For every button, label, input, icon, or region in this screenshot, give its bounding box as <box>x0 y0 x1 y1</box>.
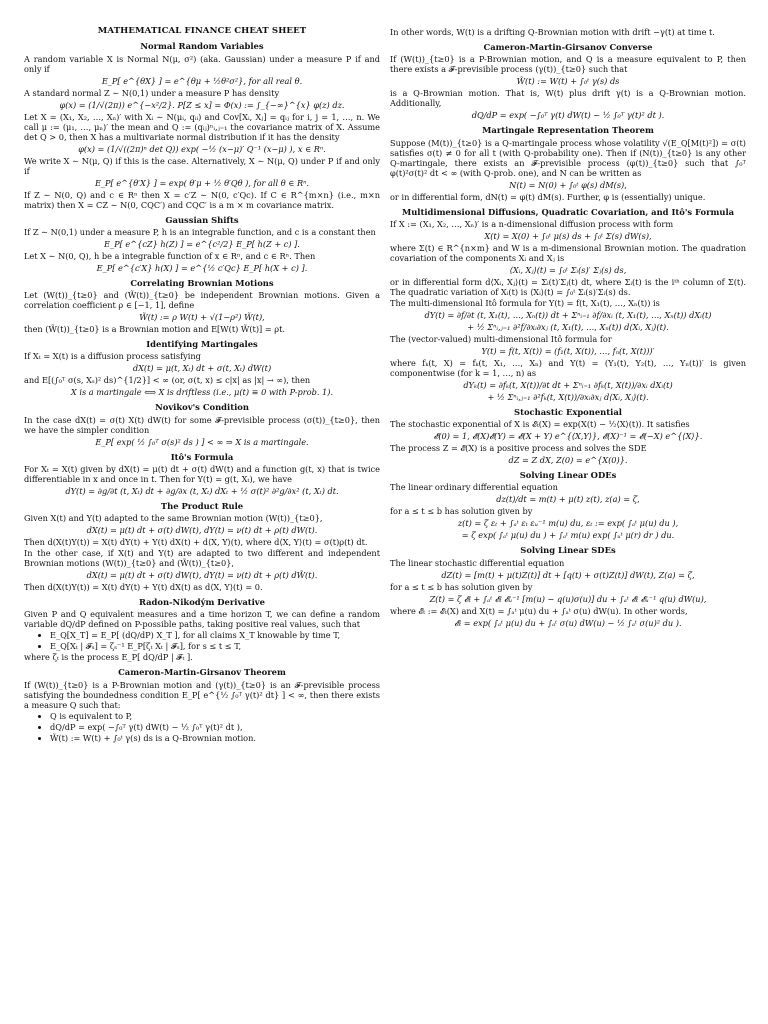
paragraph: Given P and Q equivalent measures and a time horizon T, we can define a random variable dQ/dP defined on P-possible paths, taking positive real values, such that <box>24 609 380 630</box>
section-heading: Solving Linear SDEs <box>520 545 616 556</box>
section-heading: Identifying Martingales <box>146 339 258 350</box>
paragraph: If (W(t))_{t≥0} is a P-Brownian motion and (γ(t))_{t≥0} is an 𝓕-previsible process satisfying the boundedness condition E_P[ e^{½ ∫₀ᵀ γ(t)² dt} ] < ∞, then there exists a measure Q such that: <box>24 679 380 710</box>
paragraph: where 𝓔ₜ := 𝓔ₜ(X) and X(t) = ∫ₐᵗ μ(u) du + ∫ₐᵗ σ(u) dW(u). In other words, <box>390 605 688 616</box>
paragraph: or in differential form, dN(t) = φ(t) dM(s). Further, φ is (essentially) unique. <box>390 191 706 202</box>
equation: E_P[ e^{θX} ] = e^{θμ + ½θ²σ²}, for all real θ. <box>101 75 303 86</box>
paragraph: or in differential form d⟨Xᵢ, Xⱼ⟩(t) = Σᵢ(t)′Σⱼ(t) dt, where Σᵢ(t) is the iᵗʰ column of Σ(t). The quadratic variation of Xᵢ(t) is ⟨Xᵢ⟩(t) = ∫₀ᵗ Σᵢ(s)′Σᵢ(s) ds. <box>390 276 746 297</box>
section-heading: Radon-Nikodým Derivative <box>138 597 266 608</box>
section-heading: Novikov's Condition <box>155 402 249 413</box>
bullet-list <box>24 711 380 743</box>
paragraph: In the case dX(t) = σ(t) X(t) dW(t) for some 𝓕-previsible process (σ(t))_{t≥0}, then we have the simpler condition <box>24 414 380 435</box>
equation: E_P[ e^{θ′X} ] = exp( θ′μ + ½ θ′Qθ ), for all θ ∈ Rⁿ. <box>94 177 310 188</box>
equation: N(t) = N(0) + ∫₀ᵗ φ(s) dM(s), <box>509 179 627 190</box>
bullet-list <box>24 630 380 651</box>
equation: 𝓔(0) = 1, 𝓔(X)𝓔(Y) = 𝓔(X + Y) e^{⟨X,Y⟩}, 𝓔(X)⁻¹ = 𝓔(−X) e^{⟨X⟩}. <box>433 431 703 441</box>
equation: X(t) = X(0) + ∫₀ᵗ μ(s) ds + ∫₀ᵗ Σ(s) dW(s), <box>484 230 652 241</box>
paragraph: Suppose (M(t))_{t≥0} is a Q-martingale process whose volatility √(E_Q[M(t)²]) = σ(t) satisfies σ(t) ≠ 0 for all t (with Q-probability one). Then if (N(t))_{t≥0} is any other Q-martingale, there exists an 𝓕-previsible process (φ(t))_{t≥0} such that ∫₀ᵀ φ(t)²σ(t)² dt < ∞ (with Q-prob. one), and N can be written as <box>390 137 746 178</box>
paragraph: Then d(X(t)Y(t)) = X(t) dY(t) + Y(t) dX(t) + d⟨X, Y⟩(t), where d⟨X, Y⟩(t) = σ(t)ρ(t) dt. <box>24 537 368 548</box>
equation: Z(t) = ζ 𝓔ₜ + ∫ₐᵗ 𝓔ₜ 𝓔ᵤ⁻¹ [m(u) − q(u)σ(u)] du + ∫ₐᵗ 𝓔ₜ 𝓔ᵤ⁻¹ q(u) dW(u), <box>429 593 707 604</box>
equation: + ½ Σⁿᵢ,ⱼ₌₁ ∂²f/∂xᵢ∂xⱼ (t, X₁(t), …, Xₙ(t)) d⟨Xᵢ, Xⱼ⟩(t). <box>467 321 669 332</box>
paragraph: Then d(X(t)Y(t)) = X(t) dY(t) + Y(t) dX(t) as d⟨X, Y⟩(t) = 0. <box>24 582 263 593</box>
paragraph: The stochastic exponential of X is 𝓔ₜ(X) = exp(X(t) − ½⟨X⟩(t)). It satisfies <box>390 419 690 429</box>
list-item: • E_Q[Xₜ | 𝓕ₛ] = ζₛ⁻¹ E_P[ζₜ Xₜ | 𝓕ₛ], for s ≤ t ≤ T, <box>50 641 380 651</box>
equation: dQ/dP = exp( −∫₀ᵀ γ(t) dW(t) − ½ ∫₀ᵀ γ(t)² dt ). <box>471 110 665 121</box>
paragraph: In the other case, if X(t) and Y(t) are adapted to two different and independent Brownian motions (W(t))_{t≥0} and (W̃(t))_{t≥0}, <box>24 548 380 569</box>
paragraph: The linear ordinary differential equation <box>390 482 558 493</box>
equation: dZ = Z dX, Z(0) = e^{X(0)}. <box>508 455 628 465</box>
equation: dY(t) = ∂f/∂t (t, X₁(t), …, Xₙ(t)) dt + Σⁿᵢ₌₁ ∂f/∂xᵢ (t, X₁(t), …, Xₙ(t)) dXᵢ(t) <box>424 309 712 320</box>
paragraph: The linear stochastic differential equation <box>390 557 565 568</box>
section-heading: Itô's Formula <box>170 451 234 462</box>
document-title: MATHEMATICAL FINANCE CHEAT SHEET <box>97 26 307 36</box>
section-heading: The Product Rule <box>160 500 244 511</box>
equation: E_P[ exp( ½ ∫₀ᵀ σ(s)² ds ) ] < ∞ ⇒ X is a martingale. <box>95 436 309 447</box>
paragraph: The (vector-valued) multi-dimensional Itô formula for <box>390 333 612 344</box>
section-heading: Cameron-Martin-Girsanov Theorem <box>118 667 286 678</box>
paragraph: The process Z = 𝓔(X) is a positive process and solves the SDE <box>390 443 647 453</box>
equation: dX(t) = μ(t) dt + σ(t) dW(t), dY(t) = ν(t) dt + ρ(t) dW̃(t). <box>86 570 318 581</box>
equation: E_P[ e^{cZ} h(Z) ] = e^{c²/2} E_P[ h(Z + c) ]. <box>104 238 300 249</box>
equation: + ½ Σⁿᵢ,ⱼ₌₁ ∂²fₖ(t, X(t))/∂xᵢ∂xⱼ d⟨Xᵢ, Xⱼ⟩(t). <box>487 391 649 402</box>
paragraph: If X := (X₁, X₂, …, Xₙ)′ is a n-dimensional diffusion process with form <box>390 218 674 229</box>
equation: φ(x) = (1/√((2π)ⁿ det Q)) exp( −½ (x−μ)′ Q⁻¹ (x−μ) ), x ∈ Rⁿ. <box>78 143 326 154</box>
list-item: • W̃(t) := W(t) + ∫₀ᵗ γ(s) ds is a Q-Brownian motion. <box>50 733 380 743</box>
paragraph: is a Q-Brownian motion. That is, W(t) plus drift γ(t) is a Q-Brownian motion. Additionally, <box>390 88 746 109</box>
paragraph: then (W̃(t))_{t≥0} is a Brownian motion and E[W(t) W̃(t)] = ρt. <box>24 324 285 335</box>
equation: dX(t) = μ(t) dt + σ(t) dW(t), dY(t) = ν(t) dt + ρ(t) dW(t). <box>86 525 318 536</box>
left-column <box>24 26 380 744</box>
paragraph: In other words, W(t) is a drifting Q-Brownian motion with drift −γ(t) at time t. <box>390 27 715 37</box>
paragraph: Given X(t) and Y(t) adapted to the same Brownian motion (W(t))_{t≥0}, <box>24 513 323 524</box>
paragraph: A random variable X is Normal N(μ, σ²) (aka. Gaussian) under a measure P if and only if <box>24 53 380 74</box>
equation: E_P[ e^{c′X} h(X) ] = e^{½ c′Qc} E_P[ h(X + c) ]. <box>96 262 308 273</box>
section-heading: Multidimensional Diffusions, Quadratic Covariation, and Itô's Formula <box>401 206 735 217</box>
right-column-content <box>390 27 746 628</box>
paragraph: Let X = (X₁, X₂, …, Xₙ)′ with Xᵢ ∼ N(μᵢ, qᵢᵢ) and Cov[Xᵢ, Xⱼ] = qᵢⱼ for i, j = 1, …, n. We call μ := (μ₁, …, μₙ)′ the mean and Q := (qᵢⱼ)ⁿᵢ,ⱼ₌₁ the covariance matrix of X. Assume det Q > 0, then X has a multivariate normal distribution if it has the density <box>24 111 380 142</box>
paragraph: where Σ(t) ∈ R^{n×m} and W is a m-dimensional Brownian motion. The quadration covariation of the components Xᵢ and Xⱼ is <box>390 242 746 263</box>
paragraph: Let (W(t))_{t≥0} and (W̃(t))_{t≥0} be independent Brownian motions. Given a correlation coefficient ρ ∈ [−1, 1], define <box>24 290 380 311</box>
equation: ⟨Xᵢ, Xⱼ⟩(t) = ∫₀ᵗ Σᵢ(s)′ Σⱼ(s) ds, <box>509 264 627 275</box>
equation: W̃(t) := W(t) + ∫₀ᵗ γ(s) ds <box>516 76 620 87</box>
paragraph: For Xₜ = X(t) given by dX(t) = μ(t) dt + σ(t) dW(t) and a function g(t, x) that is twice differentiable in x and once in t. Then for Y(t) = g(t, Xₜ), we have <box>24 463 380 484</box>
paragraph: The multi-dimensional Itô formula for Y(t) = f(t, X₁(t), …, Xₙ(t)) is <box>390 297 660 308</box>
paragraph: A standard normal Z ∼ N(0,1) under a measure P has density <box>24 87 280 98</box>
paragraph: and E[(∫₀ᵀ σ(s, Xₛ)² ds)^{1/2}] < ∞ (or, σ(t, x) ≤ c|x| as |x| → ∞), then <box>24 375 311 386</box>
paragraph: Let X ∼ N(0, Q), h be a integrable function of x ∈ Rⁿ, and c ∈ Rⁿ. Then <box>24 250 316 261</box>
section-heading: Gaussian Shifts <box>165 214 239 225</box>
equation: dZ(t) = [m(t) + μ(t)Z(t)] dt + [q(t) + σ(t)Z(t)] dW(t), Z(a) = ζ, <box>441 569 695 580</box>
equation: z(t) = ζ εₜ + ∫ₐᵗ εₜ εᵤ⁻¹ m(u) du, εₜ := exp( ∫ₐᵗ μ(u) du ), <box>457 518 679 529</box>
paragraph: If (W(t))_{t≥0} is a P-Brownian motion, and Q is a measure equivalent to P, then there exists a 𝓕-previsible process (γ(t))_{t≥0} such that <box>390 54 746 75</box>
paragraph: where fₖ(t, X) = fₖ(t, X₁, …, Xₙ) and Y(t) = (Y₁(t), Y₂(t), …, Yₙ(t))′ is given componentwise (for k = 1, …, n) as <box>390 357 746 378</box>
right-column <box>390 26 746 630</box>
equation: φ(x) = (1/√(2π)) e^{−x²/2}. P[Z ≤ x] = Φ(x) := ∫_{−∞}^{x} φ(z) dz. <box>59 99 345 110</box>
paragraph: If Xₜ = X(t) is a diffusion process satisfying <box>24 351 201 362</box>
left-column-content <box>24 41 380 742</box>
paragraph: for a ≤ t ≤ b has solution given by <box>390 581 533 592</box>
section-heading: Cameron-Martin-Girsanov Converse <box>483 42 653 52</box>
equation: dYₖ(t) = ∂fₖ(t, X(t))/∂t dt + Σⁿᵢ₌₁ ∂fₖ(t, X(t))/∂xᵢ dXᵢ(t) <box>463 379 673 390</box>
equation: dY(t) = ∂g/∂t (t, Xₜ) dt + ∂g/∂x (t, Xₜ) dXₜ + ½ σ(t)² ∂²g/∂x² (t, Xₜ) dt. <box>65 485 339 496</box>
equation: 𝓔ₜ = exp( ∫ₐᵗ μ(u) du + ∫ₐᵗ σ(u) dW(u) − ½ ∫ₐᵗ σ(u)² du ). <box>454 617 682 628</box>
equation: X is a martingale ⟺ X is driftless (i.e., μ(t) ≡ 0 with P-prob. 1). <box>70 387 334 398</box>
list-item: • Q is equivalent to P, <box>50 711 380 721</box>
equation: W̃(t) := ρ W(t) + √(1−ρ²) W̃(t), <box>139 312 265 323</box>
list-item: • dQ/dP = exp( −∫₀ᵀ γ(t) dW(t) − ½ ∫₀ᵀ γ(t)² dt ), <box>50 722 380 732</box>
equation: = ζ exp( ∫ₐᵗ μ(u) du ) + ∫ₐᵗ m(u) exp( ∫ᵤᵗ μ(r) dr ) du. <box>461 530 675 541</box>
paragraph: If Z ∼ N(0, Q) and c ∈ Rⁿ then X = c′Z ∼ N(0, c′Qc). If C ∈ R^{m×n} (i.e., m×n matrix) then X = CZ ∼ N(0, CQC′) and CQC′ is a m × m covariance matrix. <box>24 189 380 210</box>
list-item: • E_Q[X_T] = E_P[ (dQ/dP) X_T ], for all claims X_T knowable by time T, <box>50 630 380 640</box>
section-heading: Stochastic Exponential <box>514 406 622 417</box>
equation: Y(t) = f(t, X(t)) = (f₁(t, X(t)), …, fₙ(t, X(t)))′ <box>481 345 655 356</box>
section-heading: Normal Random Variables <box>140 41 264 52</box>
section-heading: Martingale Representation Theorem <box>482 125 654 136</box>
paragraph: where ζₜ is the process E_P[ dQ/dP | 𝓕ₜ ]. <box>24 652 193 663</box>
equation: dz(t)/dt = m(t) + μ(t) z(t), z(a) = ζ, <box>496 494 640 505</box>
equation: dX(t) = μ(t, Xₜ) dt + σ(t, Xₜ) dW(t) <box>132 363 272 374</box>
section-heading: Correlating Brownian Motions <box>130 277 274 288</box>
paragraph: We write X ∼ N(μ, Q) if this is the case. Alternatively, X ∼ N(μ, Q) under P if and only if <box>24 155 380 176</box>
paragraph: If Z ∼ N(0,1) under a measure P, h is an integrable function, and c is a constant then <box>24 226 376 237</box>
section-heading: Solving Linear ODEs <box>519 470 617 480</box>
paragraph: for a ≤ t ≤ b has solution given by <box>390 506 533 517</box>
